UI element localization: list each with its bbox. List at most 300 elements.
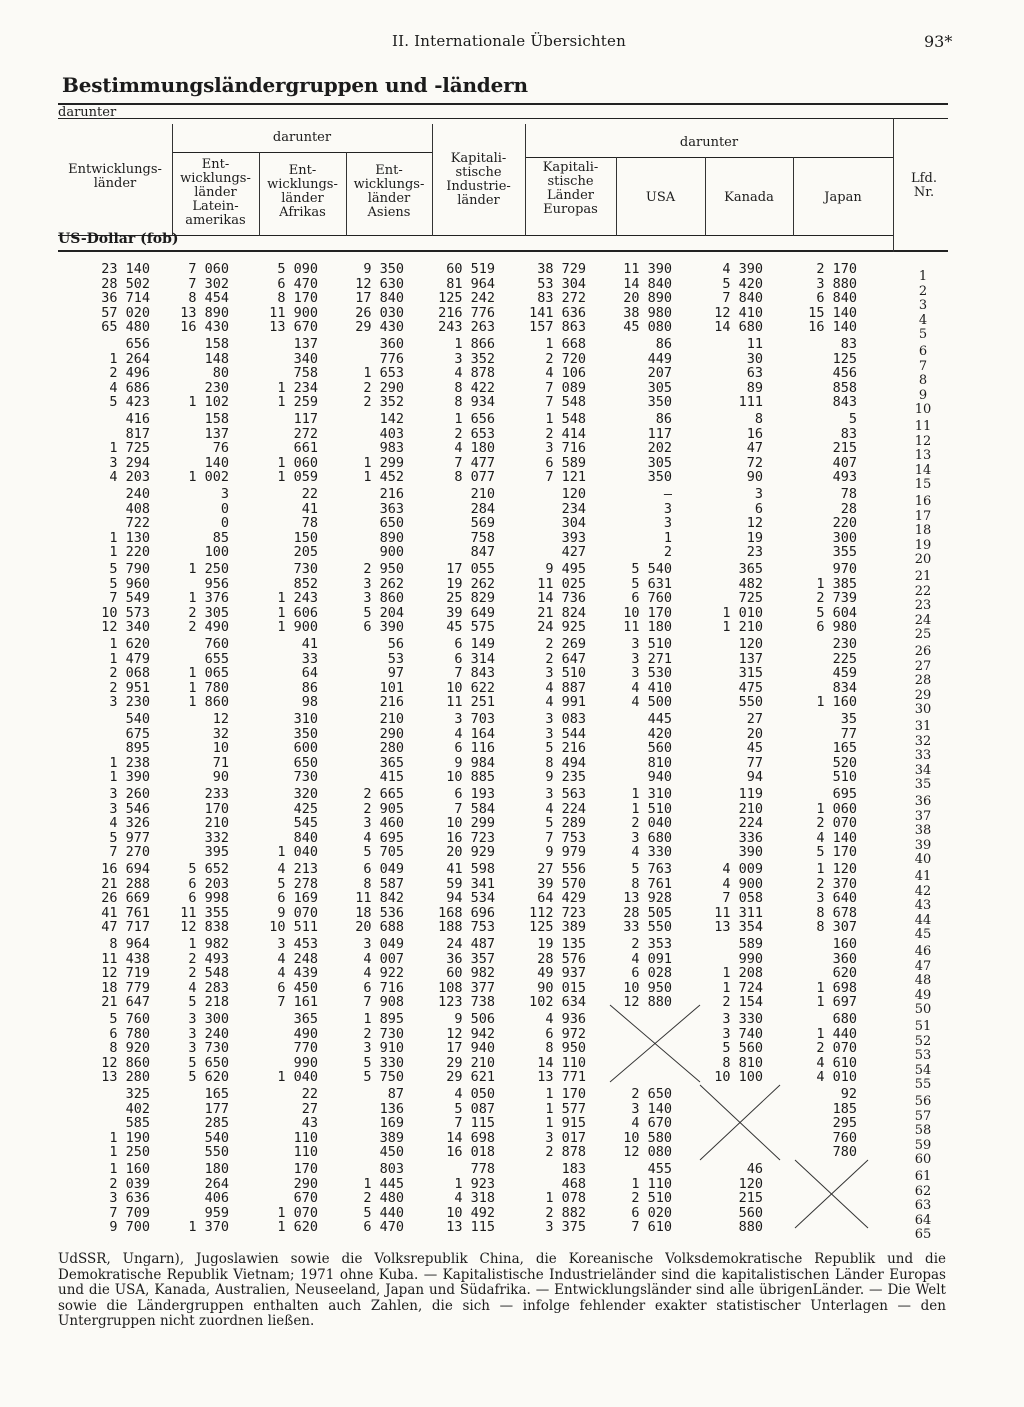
table-cell: 12 bbox=[746, 515, 763, 531]
table-cell: 4 106 bbox=[545, 365, 586, 381]
table-cell: 80 bbox=[212, 365, 229, 381]
table-cell: 1 078 bbox=[545, 1190, 586, 1206]
table-cell: 41 761 bbox=[101, 904, 150, 921]
table-cell: 1 065 bbox=[188, 665, 229, 681]
table-cell: 459 bbox=[832, 665, 857, 681]
row-number: 3 bbox=[918, 298, 928, 313]
table-cell: 650 bbox=[293, 754, 318, 771]
table-cell: 1 102 bbox=[188, 394, 229, 410]
unit-label: US-Dollar (fob) bbox=[58, 231, 179, 247]
table-cell: 3 640 bbox=[816, 890, 857, 906]
table-cell: 2 950 bbox=[363, 561, 404, 577]
table-cell: 5 540 bbox=[631, 561, 672, 577]
row-number: 14 bbox=[914, 462, 932, 478]
table-cell: 858 bbox=[832, 379, 857, 396]
table-cell: 110 bbox=[293, 1144, 318, 1160]
table-cell: 1 620 bbox=[109, 636, 150, 652]
table-cell: 6 760 bbox=[631, 590, 672, 606]
table-cell: 77 bbox=[840, 725, 857, 742]
table-cell: 1 479 bbox=[109, 650, 150, 667]
table-cell: 336 bbox=[738, 829, 763, 846]
darunter-label: darunter bbox=[679, 135, 739, 150]
table-cell: 6 314 bbox=[454, 650, 495, 667]
table-cell: 264 bbox=[204, 1175, 229, 1192]
table-cell: 86 bbox=[301, 679, 318, 696]
table-cell: 1 060 bbox=[277, 454, 318, 471]
table-cell: 3 375 bbox=[545, 1219, 586, 1235]
row-number: 24 bbox=[914, 612, 932, 628]
table-cell: 185 bbox=[832, 1100, 857, 1117]
table-cell: 6 589 bbox=[545, 454, 586, 471]
table-cell: 1 698 bbox=[816, 979, 857, 996]
table-cell: 3 049 bbox=[363, 936, 404, 952]
table-cell: 7 161 bbox=[277, 994, 318, 1010]
table-cell: 216 bbox=[379, 694, 404, 710]
table-cell: 695 bbox=[832, 786, 857, 802]
row-number: 41 bbox=[914, 869, 932, 884]
col-header-lfd-nr: Lfd. Nr. bbox=[911, 171, 937, 200]
table-cell: 880 bbox=[738, 1219, 763, 1235]
table-cell: 10 950 bbox=[623, 979, 672, 996]
table-cell: 11 438 bbox=[101, 950, 150, 967]
table-cell: 117 bbox=[293, 411, 318, 427]
table-cell: 843 bbox=[832, 394, 857, 410]
table-cell: 125 389 bbox=[529, 919, 586, 935]
table-cell: 355 bbox=[832, 544, 857, 560]
table-cell: 4 695 bbox=[363, 829, 404, 846]
table-cell: 1 510 bbox=[631, 800, 672, 817]
table-cell: 20 929 bbox=[446, 844, 495, 860]
table-cell: 210 bbox=[379, 711, 404, 727]
table-cell: 110 bbox=[293, 1129, 318, 1146]
table-cell: 780 bbox=[832, 1144, 857, 1160]
table-cell: 1 390 bbox=[109, 769, 150, 785]
table-cell: 403 bbox=[379, 425, 404, 442]
table-cell: 360 bbox=[832, 950, 857, 967]
table-cell: 10 511 bbox=[269, 919, 318, 935]
table-cell: 9 506 bbox=[454, 1011, 495, 1027]
table-cell: 1 264 bbox=[109, 350, 150, 367]
table-cell: 41 598 bbox=[446, 861, 495, 877]
table-cell: 13 670 bbox=[269, 319, 318, 335]
table-cell: 970 bbox=[832, 561, 857, 577]
table-cell: 12 942 bbox=[446, 1025, 495, 1042]
table-cell: 285 bbox=[204, 1115, 229, 1131]
table-cell: 5 560 bbox=[722, 1040, 763, 1056]
table-cell: 900 bbox=[379, 544, 404, 560]
table-cell: 852 bbox=[293, 575, 318, 592]
row-number: 62 bbox=[914, 1183, 932, 1199]
table-cell: 3 083 bbox=[545, 711, 586, 727]
table-cell: 4 283 bbox=[188, 979, 229, 996]
table-cell: 1 010 bbox=[722, 604, 763, 621]
table-cell: 3 880 bbox=[816, 275, 857, 292]
row-number: 51 bbox=[914, 1019, 932, 1034]
table-cell: 1 923 bbox=[454, 1175, 495, 1192]
table-cell: 8 934 bbox=[454, 394, 495, 410]
row-number: 1 bbox=[918, 269, 928, 284]
table-cell: 108 377 bbox=[438, 979, 495, 996]
table-cell: 33 550 bbox=[623, 919, 672, 935]
table-cell: 13 280 bbox=[101, 1069, 150, 1085]
table-cell: 3 240 bbox=[188, 1025, 229, 1042]
table-cell: 5 440 bbox=[363, 1204, 404, 1221]
table-cell: 123 738 bbox=[438, 994, 495, 1010]
table-cell: 1 238 bbox=[109, 754, 150, 771]
table-cell: 425 bbox=[293, 800, 318, 817]
table-cell: 6 390 bbox=[363, 619, 404, 635]
table-cell: 13 928 bbox=[623, 890, 672, 906]
table-cell: 803 bbox=[379, 1161, 404, 1177]
table-cell: 71 bbox=[212, 754, 229, 771]
table-cell: 9 700 bbox=[109, 1219, 150, 1235]
table-cell: 165 bbox=[832, 740, 857, 756]
row-number: 22 bbox=[914, 583, 932, 599]
table-cell: 1 860 bbox=[188, 694, 229, 710]
table-cell: 216 776 bbox=[438, 304, 495, 321]
table-cell: 3 703 bbox=[454, 711, 495, 727]
table-cell: 840 bbox=[293, 829, 318, 846]
table-cell: 834 bbox=[832, 679, 857, 696]
table-cell: 407 bbox=[832, 454, 857, 471]
table-cell: 272 bbox=[293, 425, 318, 442]
table-cell: 16 723 bbox=[446, 829, 495, 846]
table-cell: 20 bbox=[746, 725, 763, 742]
table-cell: 5 216 bbox=[545, 740, 586, 756]
table-cell: 393 bbox=[561, 529, 586, 546]
table-cell: 207 bbox=[647, 365, 672, 381]
table-cell: 14 698 bbox=[446, 1129, 495, 1146]
table-cell: 7 908 bbox=[363, 994, 404, 1010]
table-cell: 560 bbox=[738, 1204, 763, 1221]
table-cell: 5 218 bbox=[188, 994, 229, 1010]
row-number: 4 bbox=[918, 312, 928, 328]
table-cell: 7 060 bbox=[188, 261, 229, 277]
table-cell: 2 653 bbox=[454, 425, 495, 442]
row-number: 15 bbox=[914, 477, 932, 492]
table-cell: 240 bbox=[125, 486, 150, 502]
row-number: 5 bbox=[918, 327, 928, 342]
table-cell: 92 bbox=[840, 1086, 857, 1102]
table-cell: 545 bbox=[293, 815, 318, 831]
table-cell: 810 bbox=[647, 754, 672, 771]
table-cell: 12 860 bbox=[101, 1054, 150, 1071]
table-cell: 847 bbox=[470, 544, 495, 560]
row-number: 19 bbox=[914, 537, 932, 553]
table-cell: 1 170 bbox=[545, 1086, 586, 1102]
table-cell: 445 bbox=[647, 711, 672, 727]
table-cell: 170 bbox=[204, 800, 229, 817]
page-number: 93* bbox=[924, 32, 953, 51]
table-cell: 22 bbox=[301, 1086, 318, 1102]
table-cell: 9 495 bbox=[545, 561, 586, 577]
table-cell: 216 bbox=[379, 486, 404, 502]
table-cell: 8 678 bbox=[816, 904, 857, 921]
table-cell: 8 950 bbox=[545, 1040, 586, 1056]
table-cell: 3 544 bbox=[545, 725, 586, 742]
table-cell: 7 477 bbox=[454, 454, 495, 471]
table-cell: 1 606 bbox=[277, 604, 318, 621]
table-cell: 180 bbox=[204, 1161, 229, 1177]
col-header-japan: Japan bbox=[824, 190, 862, 205]
table-cell: 449 bbox=[647, 350, 672, 367]
table-cell: 8 170 bbox=[277, 290, 318, 306]
table-cell: 36 714 bbox=[101, 290, 150, 306]
table-cell: 600 bbox=[293, 740, 318, 756]
table-cell: 1 900 bbox=[277, 619, 318, 635]
table-cell: 365 bbox=[293, 1011, 318, 1027]
row-number: 38 bbox=[914, 823, 932, 838]
table-cell: 1 130 bbox=[109, 529, 150, 546]
table-cell: 81 964 bbox=[446, 275, 495, 292]
table-cell: 28 502 bbox=[101, 275, 150, 292]
table-cell: 4 500 bbox=[631, 694, 672, 710]
table-cell: 5 652 bbox=[188, 861, 229, 877]
table-cell: 8 964 bbox=[109, 936, 150, 952]
table-cell: 202 bbox=[647, 440, 672, 456]
table-cell: 234 bbox=[561, 500, 586, 517]
table-cell: 87 bbox=[387, 1086, 404, 1102]
table-cell: 169 bbox=[379, 1115, 404, 1131]
table-cell: 408 bbox=[125, 500, 150, 517]
table-cell: 20 688 bbox=[355, 919, 404, 935]
table-cell: 3 352 bbox=[454, 350, 495, 367]
row-number: 30 bbox=[914, 702, 932, 717]
table-cell: 243 263 bbox=[438, 319, 495, 335]
row-number: 61 bbox=[914, 1169, 932, 1184]
table-cell: 540 bbox=[125, 711, 150, 727]
table-cell: 4 213 bbox=[277, 861, 318, 877]
table-cell: 5 289 bbox=[545, 815, 586, 831]
table-cell: 29 621 bbox=[446, 1069, 495, 1085]
table-cell: 23 bbox=[746, 544, 763, 560]
table-cell: 98 bbox=[301, 694, 318, 710]
table-cell: 2 070 bbox=[816, 815, 857, 831]
table-cell: 7 843 bbox=[454, 665, 495, 681]
table-cell: 983 bbox=[379, 440, 404, 456]
table-cell: 427 bbox=[561, 544, 586, 560]
table-cell: 148 bbox=[204, 350, 229, 367]
table-cell: 6 470 bbox=[277, 275, 318, 292]
table-cell: 6 193 bbox=[454, 786, 495, 802]
table-cell: 1 060 bbox=[816, 800, 857, 817]
table-cell: 290 bbox=[293, 1175, 318, 1192]
table-cell: 8 307 bbox=[816, 919, 857, 935]
table-cell: 11 251 bbox=[446, 694, 495, 710]
table-cell: 363 bbox=[379, 500, 404, 517]
table-cell: 39 570 bbox=[537, 875, 586, 892]
table-cell: 3 636 bbox=[109, 1190, 150, 1206]
table-cell: 12 080 bbox=[623, 1144, 672, 1160]
table-cell: 210 bbox=[204, 815, 229, 831]
table-cell: 760 bbox=[204, 636, 229, 652]
table-cell: 2 510 bbox=[631, 1190, 672, 1206]
table-cell: 5 604 bbox=[816, 604, 857, 621]
table-cell: 2 480 bbox=[363, 1190, 404, 1206]
table-cell: 5 763 bbox=[631, 861, 672, 877]
table-cell: 2 352 bbox=[363, 394, 404, 410]
table-cell: 38 729 bbox=[537, 261, 586, 277]
table-cell: 17 940 bbox=[446, 1040, 495, 1056]
table-cell: 3 bbox=[754, 486, 763, 502]
table-cell: 310 bbox=[293, 711, 318, 727]
table-cell: 2 353 bbox=[631, 936, 672, 952]
table-cell: 5 620 bbox=[188, 1069, 229, 1085]
table-cell: 7 753 bbox=[545, 829, 586, 846]
row-number: 64 bbox=[914, 1212, 932, 1228]
table-cell: 13 354 bbox=[714, 919, 763, 935]
table-cell: 2 370 bbox=[816, 875, 857, 892]
table-cell: 8 920 bbox=[109, 1040, 150, 1056]
row-number: 39 bbox=[914, 837, 932, 853]
row-number: 58 bbox=[914, 1123, 932, 1138]
table-cell: 215 bbox=[832, 440, 857, 456]
row-number: 8 bbox=[918, 373, 928, 388]
table-cell: 120 bbox=[738, 636, 763, 652]
row-number: 12 bbox=[914, 433, 932, 449]
table-cell: 758 bbox=[293, 365, 318, 381]
table-cell: 12 340 bbox=[101, 619, 150, 635]
table-cell: 168 696 bbox=[438, 904, 495, 921]
table-cell: 1 452 bbox=[363, 469, 404, 485]
table-cell: 6 203 bbox=[188, 875, 229, 892]
table-cell: 990 bbox=[738, 950, 763, 967]
table-cell: 83 272 bbox=[537, 290, 586, 306]
table-cell: 350 bbox=[647, 469, 672, 485]
table-cell: 140 bbox=[204, 454, 229, 471]
table-cell: 3 510 bbox=[545, 665, 586, 681]
table-cell: 57 020 bbox=[101, 304, 150, 321]
table-cell: 2 269 bbox=[545, 636, 586, 652]
table-cell: 4 224 bbox=[545, 800, 586, 817]
table-cell: 72 bbox=[746, 454, 763, 471]
table-cell: 35 bbox=[840, 711, 857, 727]
table-cell: 4 610 bbox=[816, 1054, 857, 1071]
row-number: 9 bbox=[918, 387, 928, 403]
table-cell: 1 059 bbox=[277, 469, 318, 485]
table-cell: 1 bbox=[663, 529, 672, 546]
table-cell: 89 bbox=[746, 379, 763, 396]
table-cell: 7 089 bbox=[545, 379, 586, 396]
table-cell: 305 bbox=[647, 454, 672, 471]
table-cell: 8 587 bbox=[363, 875, 404, 892]
table-cell: 6 980 bbox=[816, 619, 857, 635]
table-cell: 2 665 bbox=[363, 786, 404, 802]
table-cell: 9 350 bbox=[363, 261, 404, 277]
table-cell: 284 bbox=[470, 500, 495, 517]
table-cell: 1 895 bbox=[363, 1011, 404, 1027]
table-cell: 2 647 bbox=[545, 650, 586, 667]
table-cell: 4 326 bbox=[109, 815, 150, 831]
table-cell: 1 208 bbox=[722, 965, 763, 981]
table-cell: 332 bbox=[204, 829, 229, 846]
table-cell: 350 bbox=[647, 394, 672, 410]
table-cell: 1 697 bbox=[816, 994, 857, 1010]
table-cell: 2 040 bbox=[631, 815, 672, 831]
table-cell: 6 470 bbox=[363, 1219, 404, 1235]
table-cell: 5 705 bbox=[363, 844, 404, 860]
col-header-kanada: Kanada bbox=[724, 190, 774, 205]
row-number: 31 bbox=[914, 719, 932, 734]
table-cell: 11 311 bbox=[714, 904, 763, 921]
table-cell: 2 bbox=[663, 544, 672, 560]
table-cell: 14 680 bbox=[714, 319, 763, 335]
table-cell: 11 390 bbox=[623, 261, 672, 277]
table-cell: 1 234 bbox=[277, 379, 318, 396]
table-cell: 28 505 bbox=[623, 904, 672, 921]
table-cell: 16 694 bbox=[101, 861, 150, 877]
table-cell: 13 115 bbox=[446, 1219, 495, 1235]
table-cell: 12 719 bbox=[101, 965, 150, 981]
table-cell: 585 bbox=[125, 1115, 150, 1131]
table-cell: 7 302 bbox=[188, 275, 229, 292]
table-cell: 6 450 bbox=[277, 979, 318, 996]
table-cell: 137 bbox=[204, 425, 229, 442]
table-cell: 16 bbox=[746, 425, 763, 442]
table-cell: 27 bbox=[301, 1100, 318, 1117]
row-number: 20 bbox=[914, 552, 932, 567]
table-cell: 320 bbox=[293, 786, 318, 802]
table-cell: 4 887 bbox=[545, 679, 586, 696]
table-cell: 32 bbox=[212, 725, 229, 742]
table-cell: 1 259 bbox=[277, 394, 318, 410]
table-cell: 224 bbox=[738, 815, 763, 831]
table-cell: 300 bbox=[832, 529, 857, 546]
table-cell: 47 bbox=[746, 440, 763, 456]
table-cell: 305 bbox=[647, 379, 672, 396]
table-cell: 165 bbox=[204, 1086, 229, 1102]
table-cell: 3 460 bbox=[363, 815, 404, 831]
table-cell: 83 bbox=[840, 425, 857, 442]
table-cell: 1 780 bbox=[188, 679, 229, 696]
table-cell: 2 496 bbox=[109, 365, 150, 381]
table-cell: 230 bbox=[832, 636, 857, 652]
table-cell: 21 647 bbox=[101, 994, 150, 1010]
table-cell: 5 204 bbox=[363, 604, 404, 621]
table-cell: 170 bbox=[293, 1161, 318, 1177]
table-cell: 15 140 bbox=[808, 304, 857, 321]
row-number: 59 bbox=[914, 1137, 932, 1153]
table-cell: 3 294 bbox=[109, 454, 150, 471]
table-cell: 3 716 bbox=[545, 440, 586, 456]
table-cell: 4 936 bbox=[545, 1011, 586, 1027]
table-cell: 7 121 bbox=[545, 469, 586, 485]
table-cell: 7 709 bbox=[109, 1204, 150, 1221]
row-number: 53 bbox=[914, 1048, 932, 1063]
table-cell: 26 669 bbox=[101, 890, 150, 906]
table-cell: 188 753 bbox=[438, 919, 495, 935]
table-cell: 28 bbox=[840, 500, 857, 517]
table-cell: 210 bbox=[738, 800, 763, 817]
row-number: 42 bbox=[914, 883, 932, 899]
col-header-afrika: Ent- wicklungs- länder Afrikas bbox=[267, 163, 338, 220]
table-cell: 25 829 bbox=[446, 590, 495, 606]
table-cell: 4 248 bbox=[277, 950, 318, 967]
table-cell: 102 634 bbox=[529, 994, 586, 1010]
table-cell: 41 bbox=[301, 500, 318, 517]
table-cell: 1 866 bbox=[454, 336, 495, 352]
col-header-asien: Ent- wicklungs- länder Asiens bbox=[353, 163, 425, 220]
table-cell: 3 260 bbox=[109, 786, 150, 802]
table-cell: 59 341 bbox=[446, 875, 495, 892]
row-number: 47 bbox=[914, 958, 932, 974]
table-cell: 3 330 bbox=[722, 1011, 763, 1027]
table-cell: 18 779 bbox=[101, 979, 150, 996]
table-cell: 1 070 bbox=[277, 1204, 318, 1221]
row-number: 46 bbox=[914, 944, 932, 959]
table-cell: 7 058 bbox=[722, 890, 763, 906]
row-number: 11 bbox=[914, 419, 932, 434]
